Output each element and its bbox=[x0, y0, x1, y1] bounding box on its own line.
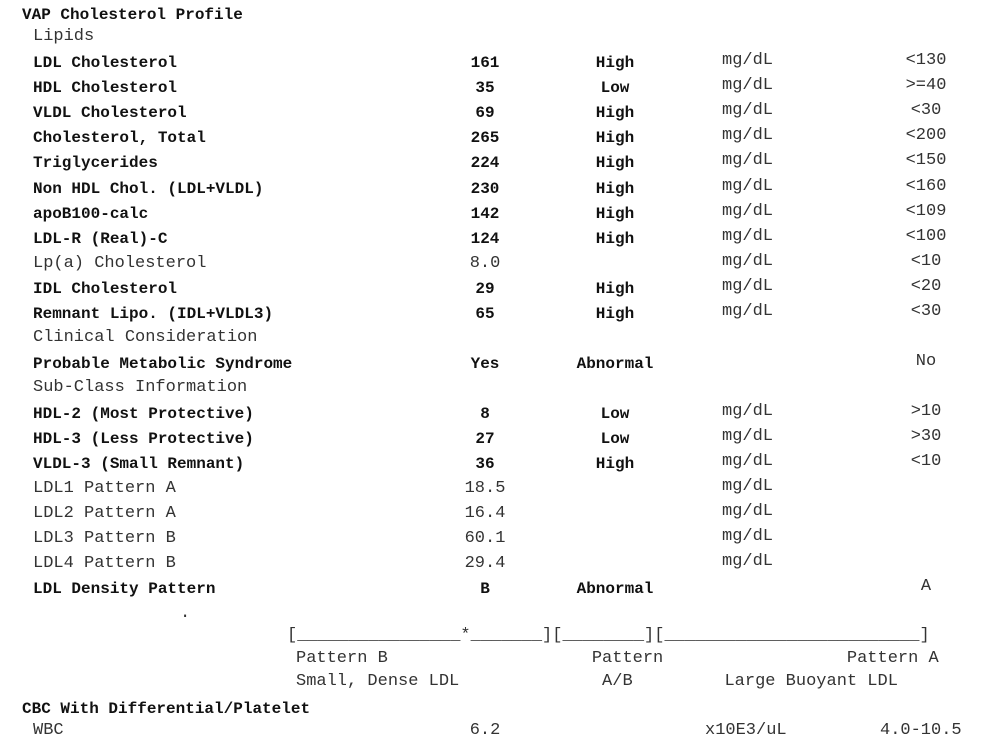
result-reference: A bbox=[920, 577, 932, 596]
result-value: Yes bbox=[470, 355, 500, 373]
result-unit: mg/dL bbox=[722, 101, 774, 121]
result-value: 35 bbox=[475, 79, 495, 98]
result-name: IDL Cholesterol bbox=[33, 279, 178, 298]
result-value: 18.5 bbox=[464, 479, 506, 498]
result-reference: No bbox=[915, 352, 937, 371]
result-name: Lp(a) Cholesterol bbox=[33, 253, 207, 273]
result-unit: mg/dL bbox=[722, 201, 774, 221]
result-value: 224 bbox=[470, 154, 500, 173]
cbc-name: WBC bbox=[33, 721, 64, 740]
result-name: Cholesterol, Total bbox=[33, 129, 206, 148]
report-title: VAP Cholesterol Profile bbox=[22, 6, 243, 24]
result-unit: mg/dL bbox=[722, 527, 774, 546]
result-unit: mg/dL bbox=[722, 552, 774, 571]
cbc-title: CBC With Differential/Platelet bbox=[22, 700, 311, 718]
result-unit: mg/dL bbox=[722, 151, 774, 171]
cbc-value: 6.2 bbox=[469, 721, 501, 740]
result-flag: High bbox=[595, 54, 635, 72]
dot-mark: . bbox=[180, 604, 191, 623]
result-unit: mg/dL bbox=[722, 251, 774, 271]
result-unit: mg/dL bbox=[722, 226, 774, 246]
result-unit: mg/dL bbox=[722, 126, 774, 146]
result-reference: <10 bbox=[910, 251, 942, 271]
result-value: 16.4 bbox=[464, 504, 506, 523]
result-reference: <200 bbox=[905, 126, 947, 146]
result-name: apoB100-calc bbox=[33, 204, 149, 223]
result-flag: High bbox=[595, 179, 635, 198]
result-flag: High bbox=[595, 229, 635, 248]
result-value: 142 bbox=[470, 204, 500, 223]
result-name: LDL3 Pattern B bbox=[33, 529, 176, 548]
result-unit: mg/dL bbox=[722, 452, 774, 471]
result-name: Triglycerides bbox=[33, 154, 158, 173]
result-flag: High bbox=[595, 154, 635, 173]
result-flag: High bbox=[595, 204, 635, 223]
result-value: 60.1 bbox=[464, 529, 506, 548]
result-unit: mg/dL bbox=[722, 302, 774, 321]
result-value: B bbox=[480, 580, 490, 598]
result-flag: High bbox=[595, 305, 635, 323]
result-reference: <20 bbox=[910, 276, 942, 296]
result-name: LDL4 Pattern B bbox=[33, 554, 176, 573]
result-flag: High bbox=[595, 455, 635, 473]
result-unit: mg/dL bbox=[722, 76, 774, 96]
result-flag: High bbox=[595, 279, 635, 298]
result-name: HDL-3 (Less Protective) bbox=[33, 430, 254, 448]
result-value: 29 bbox=[475, 279, 495, 298]
result-reference: <150 bbox=[905, 151, 947, 171]
result-flag: Abnormal bbox=[576, 580, 654, 598]
pattern-scale-label-1: Pattern B Pattern Pattern A bbox=[296, 649, 939, 668]
result-value: 29.4 bbox=[464, 554, 506, 573]
result-name: LDL2 Pattern A bbox=[33, 504, 176, 523]
result-name: Remnant Lipo. (IDL+VLDL3) bbox=[33, 305, 274, 323]
result-value: 65 bbox=[475, 305, 495, 323]
result-value: 8 bbox=[480, 405, 490, 423]
pattern-scale-bar: [________________*_______][________][_________________________] bbox=[287, 626, 930, 645]
result-flag: Abnormal bbox=[576, 355, 654, 373]
result-value: 8.0 bbox=[469, 253, 501, 273]
result-flag: Low bbox=[600, 79, 630, 98]
result-unit: mg/dL bbox=[722, 477, 774, 496]
result-name: VLDL-3 (Small Remnant) bbox=[33, 455, 245, 473]
result-name: VLDL Cholesterol bbox=[33, 104, 187, 123]
result-reference: <30 bbox=[910, 302, 942, 321]
result-reference: <109 bbox=[905, 201, 947, 221]
result-reference: >10 bbox=[910, 402, 942, 421]
result-reference: <130 bbox=[905, 51, 947, 70]
section-subclass: Sub-Class Information bbox=[33, 378, 248, 397]
result-name: Probable Metabolic Syndrome bbox=[33, 355, 293, 373]
result-name: HDL Cholesterol bbox=[33, 79, 178, 98]
result-reference: >=40 bbox=[905, 76, 947, 96]
result-reference: <160 bbox=[905, 176, 947, 196]
result-value: 230 bbox=[470, 179, 500, 198]
result-flag: High bbox=[595, 104, 635, 123]
result-unit: mg/dL bbox=[722, 276, 774, 296]
result-value: 161 bbox=[470, 54, 500, 72]
result-value: 124 bbox=[470, 229, 500, 248]
result-name: Non HDL Chol. (LDL+VLDL) bbox=[33, 179, 264, 198]
result-name: LDL-R (Real)-C bbox=[33, 229, 168, 248]
result-unit: mg/dL bbox=[722, 427, 774, 446]
result-flag: Low bbox=[600, 405, 630, 423]
section-lipids: Lipids bbox=[33, 27, 95, 46]
result-flag: High bbox=[595, 129, 635, 148]
result-value: 69 bbox=[475, 104, 495, 123]
result-reference: >30 bbox=[910, 427, 942, 446]
result-unit: mg/dL bbox=[722, 176, 774, 196]
section-clinical: Clinical Consideration bbox=[33, 328, 258, 347]
result-reference: <10 bbox=[910, 452, 942, 471]
cbc-unit: x10E3/uL bbox=[705, 721, 787, 740]
result-unit: mg/dL bbox=[722, 402, 774, 421]
result-flag: Low bbox=[600, 430, 630, 448]
result-reference: <30 bbox=[910, 101, 942, 121]
result-value: 27 bbox=[475, 430, 495, 448]
result-value: 265 bbox=[470, 129, 500, 148]
result-name: LDL1 Pattern A bbox=[33, 479, 176, 498]
result-reference: <100 bbox=[905, 226, 947, 246]
result-unit: mg/dL bbox=[722, 51, 774, 70]
result-value: 36 bbox=[475, 455, 495, 473]
result-name: LDL Cholesterol bbox=[33, 54, 178, 72]
pattern-scale-label-2: Small, Dense LDL A/B Large Buoyant LDL bbox=[296, 672, 898, 691]
result-name: LDL Density Pattern bbox=[33, 580, 216, 598]
result-unit: mg/dL bbox=[722, 502, 774, 521]
result-name: HDL-2 (Most Protective) bbox=[33, 405, 254, 423]
cbc-ref: 4.0-10.5 bbox=[880, 721, 962, 740]
